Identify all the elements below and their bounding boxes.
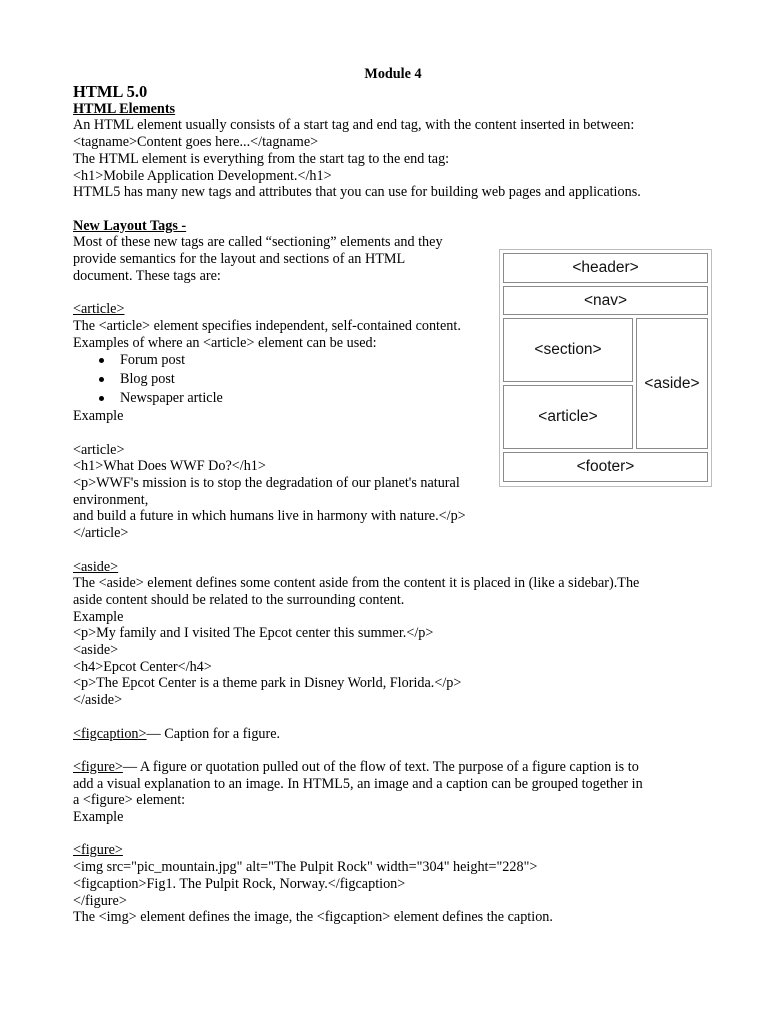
article-line: The <article> element specifies independent, self-contained content. xyxy=(73,317,461,334)
elements-line: The HTML element is everything from the start tag to the end tag: xyxy=(73,150,450,167)
layout-line: Most of these new tags are called “sectioning” elements and they xyxy=(73,234,443,251)
bullet-item: Forum post xyxy=(73,351,713,370)
diagram-footer-box: <footer> xyxy=(503,452,708,482)
elements-line: <tagname>Content goes here...</tagname> xyxy=(73,134,319,151)
figcaption-line xyxy=(73,726,713,743)
code-line: </article> xyxy=(73,525,129,542)
elements-line: HTML5 has many new tags and attributes that you can use for building web pages and applications. xyxy=(73,184,641,201)
example-label: Example xyxy=(73,608,124,625)
elements-line: An HTML element usually consists of a start tag and end tag, with the content inserted in between: xyxy=(73,117,635,134)
code-line: <figcaption>Fig1. The Pulpit Rock, Norway.</figcaption> xyxy=(73,875,406,892)
code-line: <p>My family and I visited The Epcot center this summer.</p> xyxy=(73,625,434,642)
aside-tag-heading: <aside> xyxy=(73,558,119,575)
figure-desc-line: add a visual explanation to an image. In HTML5, an image and a caption can be grouped together in xyxy=(73,775,643,792)
article-tag-heading: <article> xyxy=(73,301,125,318)
figure-text: — A figure or quotation pulled out of the flow of text. The purpose of a figure caption is to xyxy=(122,758,639,775)
figure-line xyxy=(73,759,713,776)
bullet-item: Blog post xyxy=(73,370,713,389)
code-line: <aside> xyxy=(73,642,119,659)
figure-tag: <figure> xyxy=(73,758,123,775)
code-line: <img src="pic_mountain.jpg" alt="The Pulpit Rock" width="304" height="228"> xyxy=(73,859,538,876)
module-title: Module 4 xyxy=(364,66,422,82)
figcaption-tag: <figcaption> xyxy=(73,725,147,742)
closing-line: The <img> element defines the image, the <figcaption> element defines the caption. xyxy=(73,909,553,926)
code-line: <p>The Epcot Center is a theme park in Disney World, Florida.</p> xyxy=(73,675,462,692)
diagram-article-box: <article> xyxy=(503,385,633,449)
elements-line: <h1>Mobile Application Development.</h1> xyxy=(73,167,332,184)
aside-line: The <aside> element defines some content aside from the content it is placed in (like a sidebar).The xyxy=(73,575,640,592)
code-line: <article> xyxy=(73,441,125,458)
figure-desc-line: a <figure> element: xyxy=(73,792,186,809)
code-line: and build a future in which humans live in harmony with nature.</p> xyxy=(73,508,466,525)
code-line: <p>WWF's mission is to stop the degradation of our planet's natural xyxy=(73,475,460,492)
diagram-nav-box: <nav> xyxy=(503,286,708,315)
bullet-item: Newspaper article xyxy=(73,389,713,408)
code-line: </aside> xyxy=(73,692,123,709)
layout-tags-heading: New Layout Tags - xyxy=(73,217,187,234)
example-label: Example xyxy=(73,809,124,826)
diagram-header-box: <header> xyxy=(503,253,708,283)
aside-line: aside content should be related to the surrounding content. xyxy=(73,591,405,608)
document-page xyxy=(73,66,713,926)
example-label: Example xyxy=(73,408,124,425)
code-line: <h1>What Does WWF Do?</h1> xyxy=(73,458,266,475)
code-line: environment, xyxy=(73,491,149,508)
diagram-aside-box: <aside> xyxy=(636,318,708,449)
code-line: <h4>Epcot Center</h4> xyxy=(73,658,212,675)
code-line: </figure> xyxy=(73,892,127,909)
layout-line: document. These tags are: xyxy=(73,267,221,284)
figcaption-text: — Caption for a figure. xyxy=(146,725,281,742)
article-line: Examples of where an <article> element can be used: xyxy=(73,334,377,351)
html-elements-heading: HTML Elements xyxy=(73,100,176,117)
figure-code-tag: <figure> xyxy=(73,842,123,859)
layout-line: provide semantics for the layout and sections of an HTML xyxy=(73,251,406,268)
layout-diagram xyxy=(499,249,712,487)
main-heading: HTML 5.0 xyxy=(73,81,148,101)
diagram-section-box: <section> xyxy=(503,318,633,382)
